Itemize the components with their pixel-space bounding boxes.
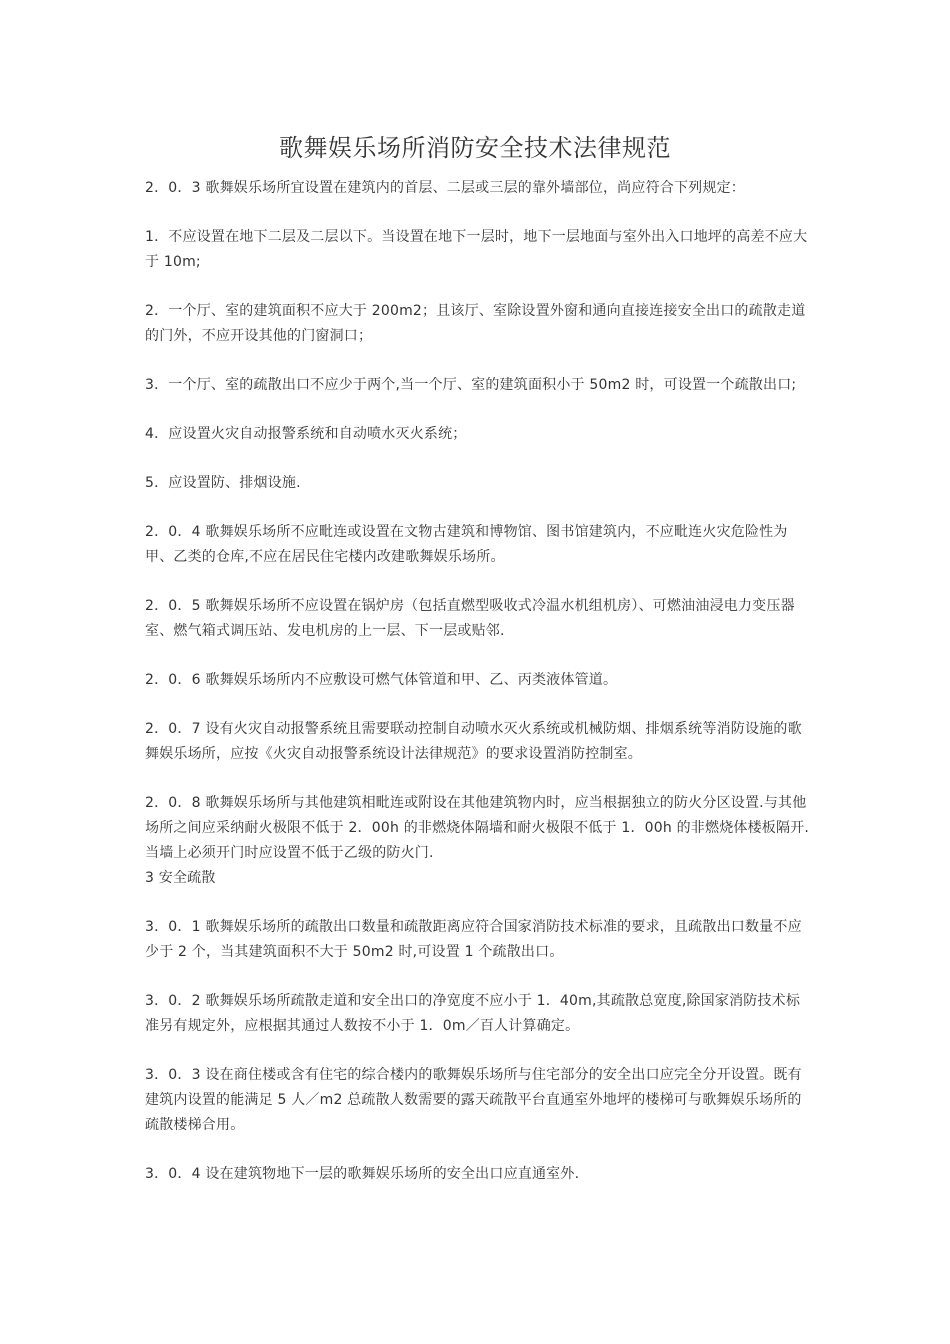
paragraph-2-0-5: 2．0．5 歌舞娱乐场所不应设置在锅炉房（包括直燃型吸收式冷温水机组机房）、可燃油油浸电力变压器室、燃气箱式调压站、发电机房的上一层、下一层或贴邻.: [145, 598, 795, 639]
paragraph-item-3: 3．一个厅、室的疏散出口不应少于两个,当一个厅、室的建筑面积小于 50m2 时，可设置一个疏散出口;: [145, 377, 797, 393]
paragraph-2-0-3: 2．0．3 歌舞娱乐场所宜设置在建筑内的首层、二层或三层的靠外墙部位，尚应符合下列规定：: [145, 180, 745, 196]
paragraph-2-0-4: 2．0．4 歌舞娱乐场所不应毗连或设置在文物古建筑和博物馆、图书馆建筑内，不应毗连火灾危险性为甲、乙类的仓库,不应在居民住宅楼内改建歌舞娱乐场所。: [145, 524, 788, 565]
paragraph-2-0-6: 2．0．6 歌舞娱乐场所内不应敷设可燃气体管道和甲、乙、丙类液体管道。: [145, 672, 618, 688]
paragraph-2-0-7: 2．0．7 设有火灾自动报警系统且需要联动控制自动喷水灭火系统或机械防烟、排烟系统等消防设施的歌舞娱乐场所，应按《火灾自动报警系统设计法律规范》的要求设置消防控制室。: [145, 721, 802, 762]
paragraph-3-0-4: 3．0．4 设在建筑物地下一层的歌舞娱乐场所的安全出口应直通室外.: [145, 1166, 580, 1182]
section-heading-safe-evacuation: 3 安全疏散: [145, 870, 216, 886]
paragraph-item-4: 4．应设置火灾自动报警系统和自动喷水灭火系统；: [145, 426, 467, 442]
paragraph-3-0-3: 3．0．3 设在商住楼或含有住宅的综合楼内的歌舞娱乐场所与住宅部分的安全出口应完全分开设置。既有建筑内设置的能满足 5 人／m2 总疏散人数需要的露天疏散平台直通室外地坪的楼梯可与歌舞娱乐场所的疏散楼梯合用。: [145, 1067, 802, 1133]
paragraph-item-1: 1．不应设置在地下二层及二层以下。当设置在地下一层时，地下一层地面与室外出入口地坪的高差不应大于 10m;: [145, 229, 808, 270]
document-title: 歌舞娱乐场所消防安全技术法律规范: [279, 134, 671, 162]
document-body: [145, 176, 810, 1211]
paragraph-item-5: 5．应设置防、排烟设施.: [145, 475, 301, 491]
paragraph-3-0-2: 3．0．2 歌舞娱乐场所疏散走道和安全出口的净宽度不应小于 1．40m,其疏散总宽度,除国家消防技术标准另有规定外，应根据其通过人数按不小于 1．0m／百人计算确定。: [145, 993, 801, 1034]
paragraph-item-2: 2．一个厅、室的建筑面积不应大于 200m2；且该厅、室除设置外窗和通向直接连接安全出口的疏散走道的门外，不应开设其他的门窗洞口；: [145, 303, 806, 344]
paragraph-2-0-8: 2．0．8 歌舞娱乐场所与其他建筑相毗连或附设在其他建筑物内时，应当根据独立的防火分区设置.与其他场所之间应采纳耐火极限不低于 2．00h 的非燃烧体隔墙和耐火极限不低于 1．00h 的非燃烧体楼板隔开.当墙上必须开门时应设置不低于乙级的防火门.: [145, 795, 810, 861]
paragraph-3-0-1: 3．0．1 歌舞娱乐场所的疏散出口数量和疏散距离应符合国家消防技术标准的要求，且疏散出口数量不应少于 2 个，当其建筑面积不大于 50m2 时,可设置 1 个疏散出口。: [145, 919, 802, 960]
